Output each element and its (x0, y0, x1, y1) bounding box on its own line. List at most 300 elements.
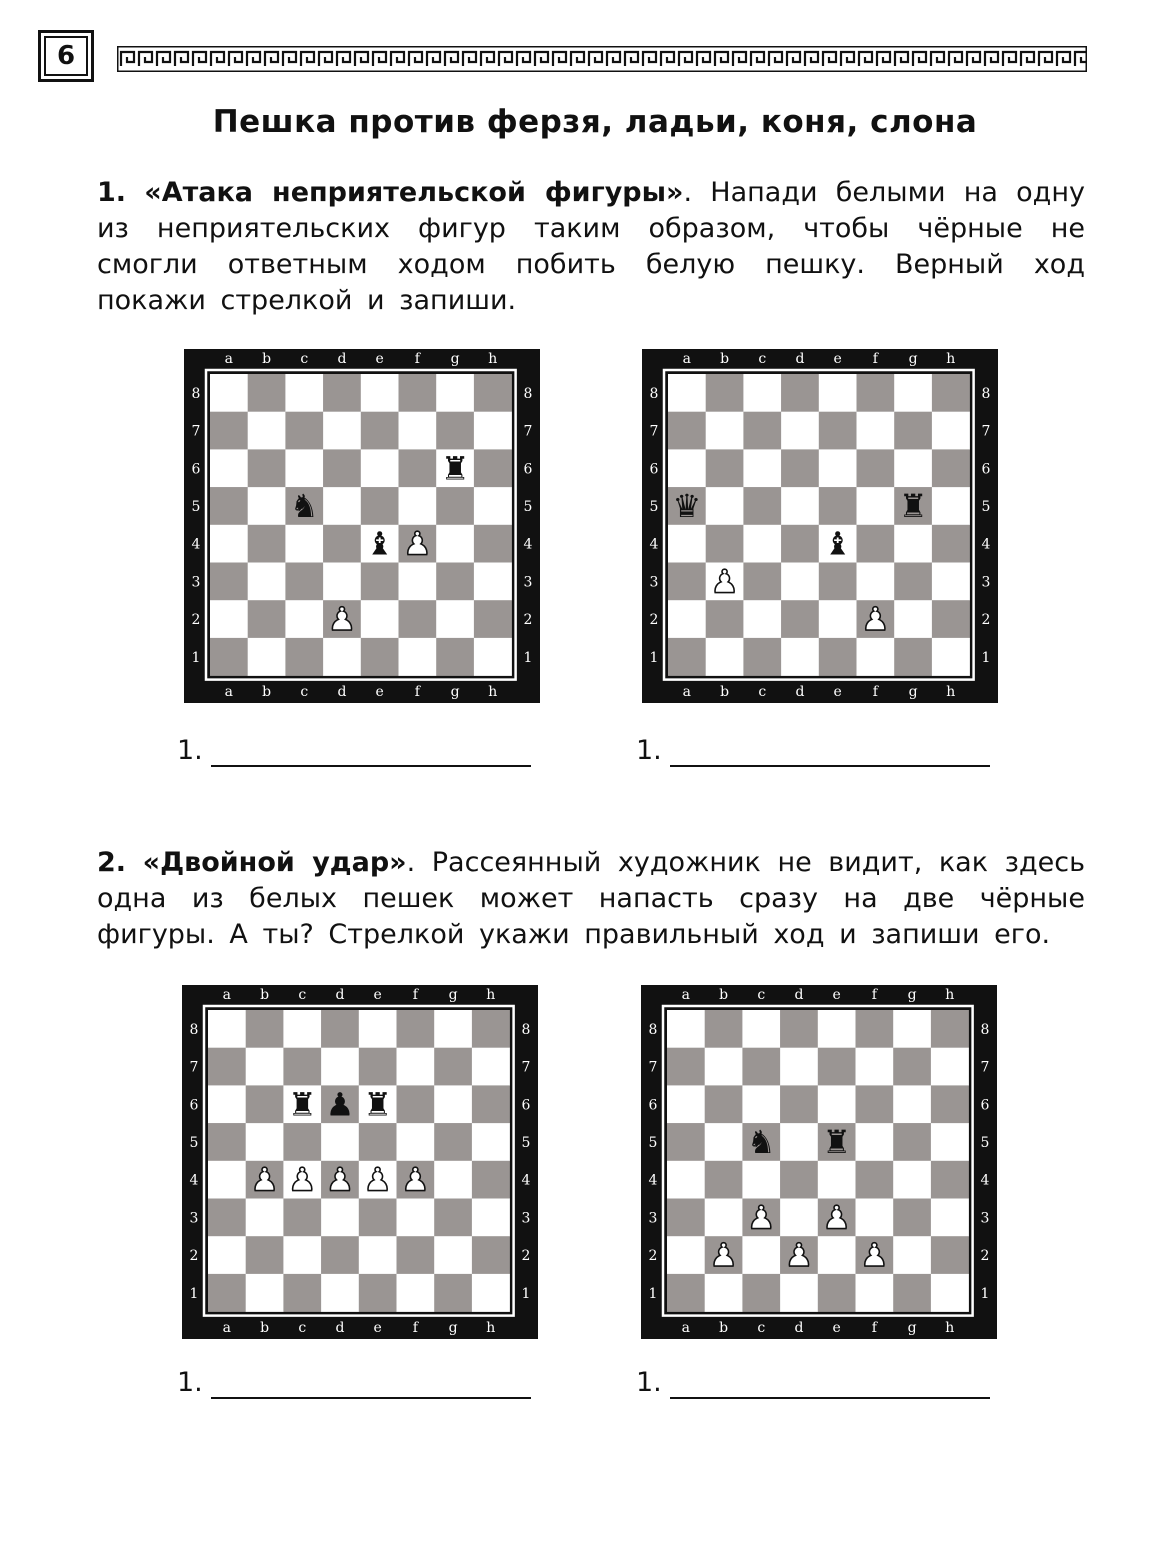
square-b7[interactable] (248, 412, 286, 450)
square-d4[interactable] (780, 1161, 818, 1199)
square-h2[interactable] (931, 1236, 969, 1274)
page-number-box (38, 30, 94, 82)
square-h4[interactable] (474, 525, 512, 563)
square-a5[interactable] (208, 1123, 246, 1161)
square-e2[interactable] (819, 600, 857, 638)
square-c4[interactable] (743, 525, 781, 563)
square-b5[interactable] (705, 1123, 743, 1161)
square-c3[interactable] (283, 1199, 321, 1237)
square-d2[interactable] (321, 1236, 359, 1274)
file-label: f (871, 1320, 877, 1336)
square-e8[interactable] (819, 374, 857, 412)
square-a3[interactable] (210, 563, 248, 601)
square-g3[interactable] (894, 563, 932, 601)
square-e7[interactable] (819, 412, 857, 450)
square-c1[interactable] (742, 1274, 780, 1312)
square-h8[interactable] (932, 374, 970, 412)
rank-label: 2 (523, 612, 533, 629)
file-label: e (373, 1320, 382, 1336)
square-g5[interactable] (434, 1123, 472, 1161)
square-e1[interactable] (819, 638, 857, 676)
square-a6[interactable] (667, 1085, 705, 1123)
file-label: e (833, 351, 842, 367)
file-label: b (720, 351, 730, 367)
square-b3[interactable] (705, 1199, 743, 1237)
white-pawn-d2[interactable]: ♟ (327, 600, 357, 639)
square-a2[interactable] (668, 600, 706, 638)
square-a5[interactable] (667, 1123, 705, 1161)
square-g3[interactable] (436, 563, 474, 601)
square-b8[interactable] (246, 1010, 284, 1048)
chess-board-4[interactable] (641, 985, 997, 1339)
square-g4[interactable] (893, 1161, 931, 1199)
square-c2[interactable] (283, 1236, 321, 1274)
square-c7[interactable] (283, 1048, 321, 1086)
square-c8[interactable] (285, 374, 323, 412)
square-h2[interactable] (932, 600, 970, 638)
square-a8[interactable] (667, 1010, 705, 1048)
chess-board-2[interactable] (642, 349, 998, 703)
square-c6[interactable] (285, 449, 323, 487)
square-a2[interactable] (210, 600, 248, 638)
square-g8[interactable] (436, 374, 474, 412)
square-g1[interactable] (436, 638, 474, 676)
square-b2[interactable] (706, 600, 744, 638)
answer-line[interactable] (211, 1397, 531, 1399)
black-knight-c5[interactable]: ♞ (746, 1122, 776, 1161)
square-g7[interactable] (893, 1048, 931, 1086)
square-d8[interactable] (780, 1010, 818, 1048)
square-f6[interactable] (857, 449, 895, 487)
square-e3[interactable] (359, 1199, 397, 1237)
square-h4[interactable] (472, 1161, 510, 1199)
square-e3[interactable] (819, 563, 857, 601)
square-c6[interactable] (742, 1085, 780, 1123)
square-h6[interactable] (474, 449, 512, 487)
square-f5[interactable] (397, 1123, 435, 1161)
square-a1[interactable] (208, 1274, 246, 1312)
square-c3[interactable] (285, 563, 323, 601)
square-d1[interactable] (323, 638, 361, 676)
square-b4[interactable] (248, 525, 286, 563)
square-b1[interactable] (246, 1274, 284, 1312)
rank-label: 7 (980, 1059, 990, 1076)
square-g4[interactable] (894, 525, 932, 563)
square-b2[interactable] (248, 600, 286, 638)
answer-line[interactable] (670, 765, 990, 767)
square-h6[interactable] (472, 1085, 510, 1123)
board-svg (641, 985, 997, 1339)
square-c8[interactable] (743, 374, 781, 412)
square-d4[interactable] (781, 525, 819, 563)
square-b4[interactable] (705, 1161, 743, 1199)
square-d7[interactable] (321, 1048, 359, 1086)
square-e2[interactable] (818, 1236, 856, 1274)
square-e5[interactable] (359, 1123, 397, 1161)
square-b7[interactable] (705, 1048, 743, 1086)
square-a8[interactable] (668, 374, 706, 412)
square-d8[interactable] (321, 1010, 359, 1048)
square-a3[interactable] (208, 1199, 246, 1237)
square-b2[interactable] (246, 1236, 284, 1274)
file-label: g (908, 351, 918, 367)
rank-label: 1 (648, 1285, 658, 1302)
square-f3[interactable] (397, 1199, 435, 1237)
square-b7[interactable] (246, 1048, 284, 1086)
square-g2[interactable] (894, 600, 932, 638)
square-f3[interactable] (399, 563, 437, 601)
square-d5[interactable] (321, 1123, 359, 1161)
square-f3[interactable] (856, 1199, 894, 1237)
white-pawn-b3[interactable]: ♟ (710, 562, 739, 601)
answer-field-3[interactable] (177, 1367, 203, 1398)
square-e2[interactable] (361, 600, 399, 638)
square-g8[interactable] (893, 1010, 931, 1048)
black-rook-e6[interactable]: ♜ (363, 1085, 392, 1124)
file-label: f (872, 684, 878, 700)
chess-board-1[interactable] (184, 349, 540, 703)
square-d5[interactable] (780, 1123, 818, 1161)
square-f8[interactable] (397, 1010, 435, 1048)
square-f1[interactable] (399, 638, 437, 676)
black-rook-e5[interactable]: ♜ (822, 1122, 851, 1161)
file-label: c (757, 987, 766, 1003)
square-b6[interactable] (248, 449, 286, 487)
square-b5[interactable] (246, 1123, 284, 1161)
square-a7[interactable] (210, 412, 248, 450)
square-a1[interactable] (210, 638, 248, 676)
square-f8[interactable] (857, 374, 895, 412)
square-d3[interactable] (781, 563, 819, 601)
square-h1[interactable] (472, 1274, 510, 1312)
chess-board-3[interactable] (182, 985, 538, 1339)
square-d7[interactable] (323, 412, 361, 450)
square-g6[interactable] (894, 449, 932, 487)
square-a2[interactable] (667, 1236, 705, 1274)
file-label: a (681, 987, 691, 1003)
square-h4[interactable] (932, 525, 970, 563)
square-f1[interactable] (397, 1274, 435, 1312)
square-c2[interactable] (285, 600, 323, 638)
square-e6[interactable] (361, 449, 399, 487)
square-g1[interactable] (894, 638, 932, 676)
square-d6[interactable] (780, 1085, 818, 1123)
answer-line[interactable] (211, 765, 531, 767)
rank-label: 4 (523, 536, 533, 553)
file-label: e (373, 987, 382, 1003)
black-knight-c5[interactable]: ♞ (289, 486, 319, 525)
square-c6[interactable] (743, 449, 781, 487)
square-a1[interactable] (667, 1274, 705, 1312)
square-c5[interactable] (283, 1123, 321, 1161)
square-b4[interactable] (706, 525, 744, 563)
square-h7[interactable] (931, 1048, 969, 1086)
square-h5[interactable] (931, 1123, 969, 1161)
white-pawn-c4[interactable]: ♟ (287, 1160, 317, 1199)
square-g2[interactable] (893, 1236, 931, 1274)
square-c2[interactable] (743, 600, 781, 638)
black-pawn-d6[interactable]: ♟ (325, 1085, 355, 1124)
square-f7[interactable] (397, 1048, 435, 1086)
square-f5[interactable] (857, 487, 895, 525)
square-b3[interactable] (248, 563, 286, 601)
square-a7[interactable] (668, 412, 706, 450)
square-c7[interactable] (743, 412, 781, 450)
square-c1[interactable] (285, 638, 323, 676)
square-f8[interactable] (856, 1010, 894, 1048)
square-a6[interactable] (208, 1085, 246, 1123)
square-e3[interactable] (361, 563, 399, 601)
square-b1[interactable] (248, 638, 286, 676)
square-d1[interactable] (781, 638, 819, 676)
square-h4[interactable] (931, 1161, 969, 1199)
square-g7[interactable] (894, 412, 932, 450)
square-b8[interactable] (706, 374, 744, 412)
square-f6[interactable] (399, 449, 437, 487)
file-label: a (681, 1320, 691, 1336)
square-f6[interactable] (397, 1085, 435, 1123)
square-d4[interactable] (323, 525, 361, 563)
square-g6[interactable] (434, 1085, 472, 1123)
square-d5[interactable] (323, 487, 361, 525)
white-pawn-d2[interactable]: ♟ (784, 1236, 814, 1275)
white-pawn-d4[interactable]: ♟ (325, 1160, 355, 1199)
rank-label: 5 (648, 1134, 658, 1151)
square-f3[interactable] (857, 563, 895, 601)
answer-field-4[interactable] (636, 1367, 662, 1398)
square-f5[interactable] (856, 1123, 894, 1161)
square-e1[interactable] (361, 638, 399, 676)
board-svg (184, 349, 540, 703)
square-d3[interactable] (780, 1199, 818, 1237)
square-b5[interactable] (706, 487, 744, 525)
white-pawn-f4[interactable]: ♟ (403, 524, 432, 563)
square-h1[interactable] (932, 638, 970, 676)
square-g1[interactable] (893, 1274, 931, 1312)
white-pawn-f2[interactable]: ♟ (860, 1236, 889, 1275)
square-e2[interactable] (359, 1236, 397, 1274)
square-h3[interactable] (931, 1199, 969, 1237)
square-e4[interactable] (818, 1161, 856, 1199)
square-f2[interactable] (397, 1236, 435, 1274)
black-rook-c6[interactable]: ♜ (287, 1085, 317, 1124)
square-g8[interactable] (434, 1010, 472, 1048)
square-h1[interactable] (931, 1274, 969, 1312)
square-g3[interactable] (434, 1199, 472, 1237)
square-c1[interactable] (283, 1274, 321, 1312)
square-e8[interactable] (359, 1010, 397, 1048)
file-label: f (412, 1320, 418, 1336)
square-f1[interactable] (857, 638, 895, 676)
square-a7[interactable] (667, 1048, 705, 1086)
square-c7[interactable] (285, 412, 323, 450)
black-rook-g5[interactable]: ♜ (898, 486, 928, 525)
file-label: e (832, 987, 841, 1003)
answer-field-1[interactable] (177, 735, 203, 766)
square-e7[interactable] (361, 412, 399, 450)
square-c7[interactable] (742, 1048, 780, 1086)
square-h6[interactable] (931, 1085, 969, 1123)
square-d7[interactable] (781, 412, 819, 450)
file-label: c (758, 351, 767, 367)
square-c5[interactable] (743, 487, 781, 525)
square-f4[interactable] (856, 1161, 894, 1199)
square-a5[interactable] (210, 487, 248, 525)
square-h8[interactable] (474, 374, 512, 412)
rank-label: 1 (981, 649, 991, 666)
square-f5[interactable] (399, 487, 437, 525)
square-b3[interactable] (246, 1199, 284, 1237)
black-rook-g6[interactable]: ♜ (440, 449, 470, 488)
black-bishop-e4[interactable]: ♝ (365, 524, 394, 563)
square-f8[interactable] (399, 374, 437, 412)
white-pawn-b2[interactable]: ♟ (709, 1236, 738, 1275)
square-a3[interactable] (667, 1199, 705, 1237)
square-d2[interactable] (781, 600, 819, 638)
square-g7[interactable] (436, 412, 474, 450)
file-label: h (946, 684, 956, 700)
square-h8[interactable] (472, 1010, 510, 1048)
square-b5[interactable] (248, 487, 286, 525)
file-label: b (262, 684, 272, 700)
square-a4[interactable] (668, 525, 706, 563)
square-a4[interactable] (667, 1161, 705, 1199)
square-c8[interactable] (742, 1010, 780, 1048)
square-f7[interactable] (856, 1048, 894, 1086)
square-g2[interactable] (436, 600, 474, 638)
square-c4[interactable] (285, 525, 323, 563)
square-h3[interactable] (932, 563, 970, 601)
square-b7[interactable] (706, 412, 744, 450)
square-a1[interactable] (668, 638, 706, 676)
square-e7[interactable] (359, 1048, 397, 1086)
answer-field-2[interactable] (636, 735, 662, 766)
square-g1[interactable] (434, 1274, 472, 1312)
square-h7[interactable] (932, 412, 970, 450)
square-h3[interactable] (474, 563, 512, 601)
black-bishop-e4[interactable]: ♝ (823, 524, 852, 563)
square-b6[interactable] (705, 1085, 743, 1123)
square-b1[interactable] (705, 1274, 743, 1312)
square-a3[interactable] (668, 563, 706, 601)
square-c4[interactable] (742, 1161, 780, 1199)
square-g7[interactable] (434, 1048, 472, 1086)
square-e6[interactable] (818, 1085, 856, 1123)
square-a4[interactable] (210, 525, 248, 563)
square-c3[interactable] (743, 563, 781, 601)
square-a6[interactable] (210, 449, 248, 487)
rank-label: 4 (189, 1172, 199, 1189)
square-h3[interactable] (472, 1199, 510, 1237)
rank-label: 6 (191, 461, 201, 478)
square-e7[interactable] (818, 1048, 856, 1086)
square-h8[interactable] (931, 1010, 969, 1048)
square-g5[interactable] (893, 1123, 931, 1161)
square-h5[interactable] (932, 487, 970, 525)
square-h7[interactable] (472, 1048, 510, 1086)
square-b8[interactable] (248, 374, 286, 412)
square-b1[interactable] (706, 638, 744, 676)
square-h5[interactable] (474, 487, 512, 525)
square-h2[interactable] (474, 600, 512, 638)
white-pawn-f2[interactable]: ♟ (861, 600, 890, 639)
board-svg (642, 349, 998, 703)
square-d7[interactable] (780, 1048, 818, 1086)
square-c8[interactable] (283, 1010, 321, 1048)
square-e5[interactable] (819, 487, 857, 525)
square-f7[interactable] (399, 412, 437, 450)
square-h7[interactable] (474, 412, 512, 450)
square-e8[interactable] (818, 1010, 856, 1048)
answer-line[interactable] (670, 1397, 990, 1399)
square-c2[interactable] (742, 1236, 780, 1274)
square-e8[interactable] (361, 374, 399, 412)
square-h1[interactable] (474, 638, 512, 676)
square-f4[interactable] (857, 525, 895, 563)
square-b8[interactable] (705, 1010, 743, 1048)
white-pawn-e4[interactable]: ♟ (363, 1160, 392, 1199)
square-g4[interactable] (434, 1161, 472, 1199)
square-e1[interactable] (818, 1274, 856, 1312)
square-g3[interactable] (893, 1199, 931, 1237)
rank-label: 8 (191, 385, 201, 402)
square-d3[interactable] (321, 1199, 359, 1237)
square-a6[interactable] (668, 449, 706, 487)
square-h2[interactable] (472, 1236, 510, 1274)
square-e6[interactable] (819, 449, 857, 487)
square-a7[interactable] (208, 1048, 246, 1086)
square-g4[interactable] (436, 525, 474, 563)
square-d5[interactable] (781, 487, 819, 525)
square-d6[interactable] (323, 449, 361, 487)
black-queen-a5[interactable]: ♛ (672, 486, 702, 525)
white-pawn-e3[interactable]: ♟ (822, 1198, 851, 1237)
square-g6[interactable] (893, 1085, 931, 1123)
square-c1[interactable] (743, 638, 781, 676)
square-f1[interactable] (856, 1274, 894, 1312)
square-f6[interactable] (856, 1085, 894, 1123)
rank-label: 7 (649, 423, 659, 440)
square-b6[interactable] (706, 449, 744, 487)
square-f7[interactable] (857, 412, 895, 450)
rank-label: 8 (649, 385, 659, 402)
white-pawn-c3[interactable]: ♟ (746, 1198, 776, 1237)
square-d1[interactable] (780, 1274, 818, 1312)
square-g8[interactable] (894, 374, 932, 412)
white-pawn-f4[interactable]: ♟ (401, 1160, 430, 1199)
square-f2[interactable] (399, 600, 437, 638)
square-a8[interactable] (208, 1010, 246, 1048)
square-e5[interactable] (361, 487, 399, 525)
square-a4[interactable] (208, 1161, 246, 1199)
square-d3[interactable] (323, 563, 361, 601)
square-e1[interactable] (359, 1274, 397, 1312)
square-h6[interactable] (932, 449, 970, 487)
square-d8[interactable] (781, 374, 819, 412)
square-d1[interactable] (321, 1274, 359, 1312)
white-pawn-b4[interactable]: ♟ (250, 1160, 279, 1199)
file-label: b (262, 351, 272, 367)
square-d8[interactable] (323, 374, 361, 412)
square-b6[interactable] (246, 1085, 284, 1123)
square-d6[interactable] (781, 449, 819, 487)
square-h5[interactable] (472, 1123, 510, 1161)
square-a2[interactable] (208, 1236, 246, 1274)
square-a8[interactable] (210, 374, 248, 412)
file-label: c (298, 1320, 307, 1336)
square-g5[interactable] (436, 487, 474, 525)
square-g2[interactable] (434, 1236, 472, 1274)
